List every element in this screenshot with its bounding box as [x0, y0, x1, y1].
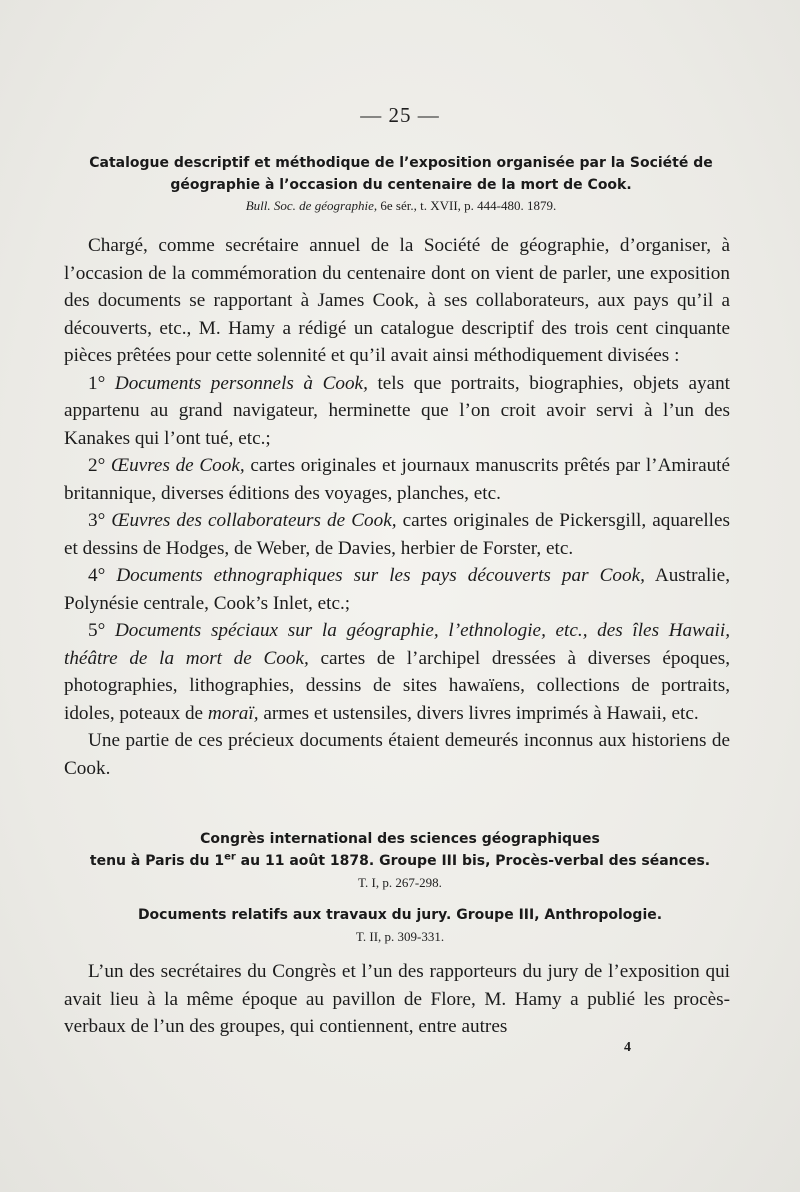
list-item-italic-word: moraï, [207, 702, 259, 724]
page-number: — 25 — [360, 103, 440, 127]
section-title-line-1: Congrès international des sciences géographiques [200, 831, 600, 847]
list-item-italic: Œuvres des collaborateurs de Cook, [111, 510, 397, 531]
congres-paragraph: L’un des secrétaires du Congrès et l’un des rapporteurs du jury de l’exposition qui avait lieu à la même époque au pavillon de Flore, M. Hamy a publié les procès-verbaux de l’un des groupes, qui contiennent, entre autres [64, 961, 730, 1037]
list-item-text: Australie, Polynésie centrale, Cook’s Inlet, etc.; [64, 565, 730, 614]
list-item-number: 5° [88, 620, 106, 641]
closing-paragraph: Une partie de ces précieux documents étaient demeurés inconnus aux historiens de Cook. [64, 730, 730, 779]
section-heading-congres [64, 828, 736, 892]
list-item-text: cartes originales et journaux manuscrits prêtés par l’Amirauté britannique, diverses éditions des voyages, planches, etc. [64, 455, 731, 504]
list-item-text: cartes de l’archipel dressées à diverses époques, photographies, lithographies, dessins de sites hawaïens, collections de portraits, idoles, poteaux de [64, 647, 730, 724]
list-item-text: tels que portraits, biographies, objets ayant appartenu au grand navigateur, herminette que l’on croit avoir servi à l’un des Kanakes qui l’ont tué, etc.; [64, 372, 731, 449]
list-item-italic: Documents personnels à Cook, [114, 372, 368, 394]
section-reference [86, 197, 716, 215]
section-heading-jury [64, 904, 736, 946]
signature-mark: 4 [624, 1040, 631, 1055]
intro-paragraph: Chargé, comme secrétaire annuel de la Société de géographie, d’organiser, à l’occasion de la commémoration du centenaire dont on vient de parler, une exposition des documents se rapportant à James Cook, à ses collaborateurs, aux pays qu’il a découverts, etc., M. Hamy a rédigé un catalogue descriptif des trois cent cinquante pièces prêtées pour cette solennité et qu’il avait ainsi méthodiquement divisées : [64, 235, 730, 366]
section-heading-catalogue [86, 152, 716, 215]
section-title: Catalogue descriptif et méthodique de l’exposition organisée par la Société de géographie à l’occasion du centenaire de la mort de Cook. [89, 155, 713, 193]
section-reference: T. II, p. 309-331. [355, 929, 445, 944]
reference-journal: Bull. Soc. de géographie, [245, 198, 378, 213]
list-item-1 [64, 370, 730, 453]
section-title-part: tenu à Paris du 1 [89, 853, 225, 869]
list-item-italic: Œuvres de Cook, [110, 455, 245, 476]
body-text-catalogue [64, 232, 730, 782]
section-reference: T. I, p. 267-298. [358, 875, 442, 890]
reference-details: 6e sér., t. XVII, p. 444-480. 1879. [380, 198, 557, 213]
list-item-number: 3° [88, 510, 106, 531]
body-text-congres [64, 958, 730, 1041]
section-title: Documents relatifs aux travaux du jury. Groupe III, Anthropologie. [137, 907, 663, 923]
list-item-number: 2° [88, 455, 106, 476]
list-item-4 [64, 562, 730, 617]
list-item-2 [64, 452, 730, 507]
list-item-number: 1° [88, 372, 106, 394]
list-item-italic: Documents ethnographiques sur les pays découverts par Cook, [116, 565, 645, 586]
section-title-superscript: er [224, 851, 236, 863]
list-item-number: 4° [88, 565, 106, 586]
list-item-italic: Documents spéciaux sur la géographie, l’ethnologie, etc., des îles Hawaii, théâtre de la mort de Cook, [64, 620, 731, 669]
list-item-text: cartes originales de Pickersgill, aquarelles et dessins de Hodges, de Weber, de Davies, herbier de Forster, etc. [64, 510, 730, 559]
list-item-5 [64, 617, 730, 727]
section-title-part: au 11 août 1878. Groupe III bis, Procès-verbal des séances. [240, 853, 711, 869]
section-title-line-2 [64, 850, 736, 872]
list-item-3 [64, 507, 730, 562]
list-item-text-end: armes et ustensiles, divers livres imprimés à Hawaii, etc. [263, 702, 699, 724]
